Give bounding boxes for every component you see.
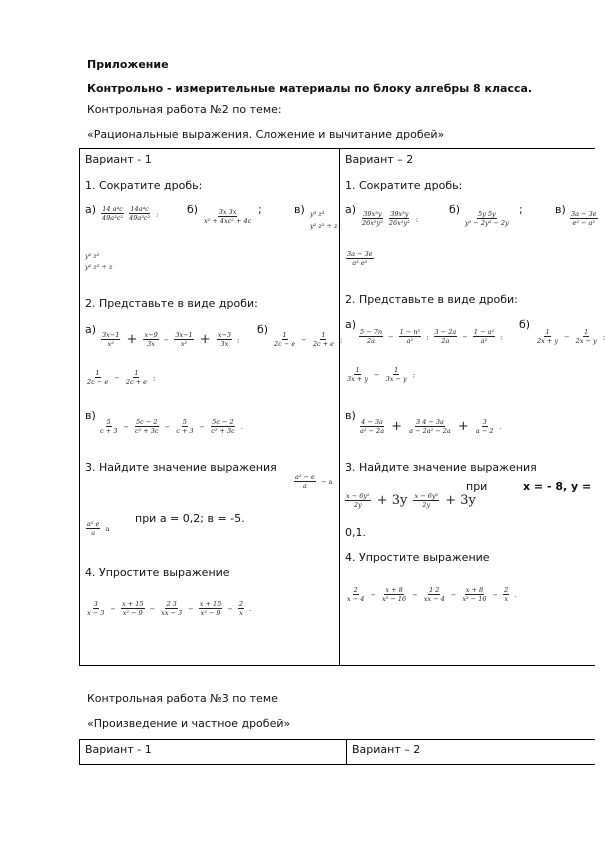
v1-q1-c-formula: y³ z³ y² z² ÷ z xyxy=(310,210,338,230)
v1-q1-label-b: б) xyxy=(187,203,199,216)
v1-q2-b-formula: $\frac{1}{2c - e}$ − $\frac{1}{2c + e}$ ; xyxy=(274,331,343,348)
test3-v2-title: Вариант – 2 xyxy=(352,743,421,756)
v1-q4-heading: 4. Упростите выражение xyxy=(85,566,230,579)
table1-divider xyxy=(339,148,340,666)
appendix-heading: Приложение xyxy=(87,58,169,71)
v2-title: Вариант – 2 xyxy=(345,153,414,166)
v2-q2-heading: 2. Представьте в виде дроби: xyxy=(345,293,518,306)
v1-q3-heading: 3. Найдите значение выражения xyxy=(85,461,277,474)
v1-q4-formula: $\frac{3}{x - 3}$ − $\frac{x + 15}{\text{x² − 9}}$ − $\frac{2 3}{xx - 3}$ − $\frac{x + 15}{\text{x² − 9}}$ − $\frac{2}{x}$ . xyxy=(87,600,252,617)
v1-q1-label-a: а) xyxy=(85,203,97,216)
v2-q1-label-a: а) xyxy=(345,203,357,216)
v1-q1-separator: ; xyxy=(258,203,262,216)
v1-q2-c-formula: $\frac{5}{c + 3}$ − $\frac{5c - 2}{\text{c² + 3c}}$ − $\frac{5}{c + 3}$ − $\frac{5c - 2}{\text{c² + 3c}}$ . xyxy=(100,418,243,435)
test3-intro: Контрольная работа №3 по теме xyxy=(87,692,278,705)
v1-q2-label-a: а) xyxy=(85,323,97,336)
v2-q2-a-formula: $\frac{5 - 7n}{2a}$ − $\frac{\text{1 − n²}}{\text{a²}}$ ; $\frac{3 - 2a}{2a}$ − $\frac{\text{1 − a²}}{\text{a²}}$ ; xyxy=(360,328,503,345)
v1-q2-label-b: б) xyxy=(257,323,269,336)
table2-bottom-border xyxy=(79,764,595,765)
v2-q1-tail-formula: $\frac{3a - 3e}{\text{a² e²}}$ xyxy=(347,250,373,267)
test3-v1-title: Вариант - 1 xyxy=(85,743,152,756)
v1-q1-tail-formula: y² z² y² z² ÷ z xyxy=(85,252,113,271)
v2-q1-b-formula: $\frac{5y 5y}{\text{y² − 2y³ − 2y}}$ xyxy=(465,210,509,227)
v1-q2-b-tail-formula: $\frac{1}{2c - e}$ − $\frac{1}{2c + e}$ ; xyxy=(87,369,156,386)
test3-topic: «Произведение и частное дробей» xyxy=(87,717,291,730)
v1-q1-heading: 1. Сократите дробь: xyxy=(85,179,203,192)
table2-top-border xyxy=(79,739,595,740)
v1-q2-heading: 2. Представьте в виде дроби: xyxy=(85,297,258,310)
v1-q1-b-formula: $\frac{3x 3x}{\text{x² + 4xc² + 4c}}$ xyxy=(204,208,252,225)
table2-left-border xyxy=(79,739,80,765)
test2-intro: Контрольная работа №2 по теме: xyxy=(87,103,282,116)
v2-q1-label-c: в) xyxy=(555,203,566,216)
v1-q2-a-formula: $\frac{3x-1}{\text{x²}}$ + $\frac{x-9}{3x}$ − $\frac{3x-1}{\text{x²}}$ + $\frac{x-3}{3x}$ ; xyxy=(102,331,240,348)
v2-q2-label-a: а) xyxy=(345,318,357,331)
v1-title: Вариант - 1 xyxy=(85,153,152,166)
v1-q3-tail-formula: $\frac{\text{a² e}}{a}$ a xyxy=(87,520,110,537)
v2-q3-values: x = - 8, у = xyxy=(523,480,592,493)
v1-q1-a-formula: $\frac{\text{14 a⁴c}}{\text{49a³c²}}$ $\frac{\text{14a⁴c}}{\text{49a³c²}}$ ; xyxy=(102,205,159,222)
v2-q1-label-b: б) xyxy=(449,203,461,216)
document-title: Контрольно - измерительные материалы по блоку алгебры 8 класса. xyxy=(87,82,533,95)
v2-q1-heading: 1. Сократите дробь: xyxy=(345,179,463,192)
v2-q3-tail: 0,1. xyxy=(345,526,366,539)
table1-bottom-border xyxy=(79,665,595,666)
v2-q1-c-formula: $\frac{3a - 3e}{\text{e² − a²}}$ xyxy=(571,210,597,227)
v2-q2-label-c: в) xyxy=(345,409,356,422)
v1-q1-label-c: в) xyxy=(294,203,305,216)
test2-topic: «Рациональные выражения. Сложение и вычитание дробей» xyxy=(87,128,445,141)
v2-q1-a-formula: $\frac{\text{39x³y}}{\text{26x²y²}}$ $\frac{\text{39x³y}}{\text{26x²y²}}$ ; xyxy=(362,210,419,227)
v2-q3-when: при xyxy=(466,480,488,493)
table1-top-border xyxy=(79,148,595,149)
v1-q3-values: при а = 0,2; в = -5. xyxy=(135,512,245,525)
v2-q2-label-b: б) xyxy=(519,318,531,331)
v2-q2-b-formula: $\frac{1}{2x + y}$ − $\frac{1}{2x - y}$ ; xyxy=(537,328,606,345)
v1-q2-label-c: в) xyxy=(85,409,96,422)
v2-q3-formula: $\frac{\text{x − 6y²}}{2y}$ + 3y $\frac{\text{x − 6y²}}{2y}$ + 3y xyxy=(346,492,476,509)
v1-q3-formula: $\frac{\text{a² − e}}{a}$ − a xyxy=(295,473,333,490)
table1-left-border xyxy=(79,148,80,666)
table2-divider xyxy=(346,739,347,765)
v2-q1-separator: ; xyxy=(519,203,523,216)
v2-q3-heading: 3. Найдите значение выражения xyxy=(345,461,537,474)
v2-q4-formula: $\frac{2}{x - 4}$ − $\frac{x + 8}{\text{x² − 16}}$ − $\frac{1 2}{xx - 4}$ − $\frac{x + 8}{\text{x² − 16}}$ − $\frac{2}{x}$ . xyxy=(347,586,517,603)
v2-q2-b-tail-formula: $\frac{1}{3x + y}$ − $\frac{1}{3x - y}$ ; xyxy=(347,366,416,383)
v2-q4-heading: 4. Упростите выражение xyxy=(345,551,490,564)
v2-q2-c-formula: $\frac{4 - 3a}{\text{a² − 2a}}$ + $\frac{3 4 - 3a}{\text{a − 2a² − 2a}}$ + $\frac{3}{a - 2}$ . xyxy=(360,418,502,435)
